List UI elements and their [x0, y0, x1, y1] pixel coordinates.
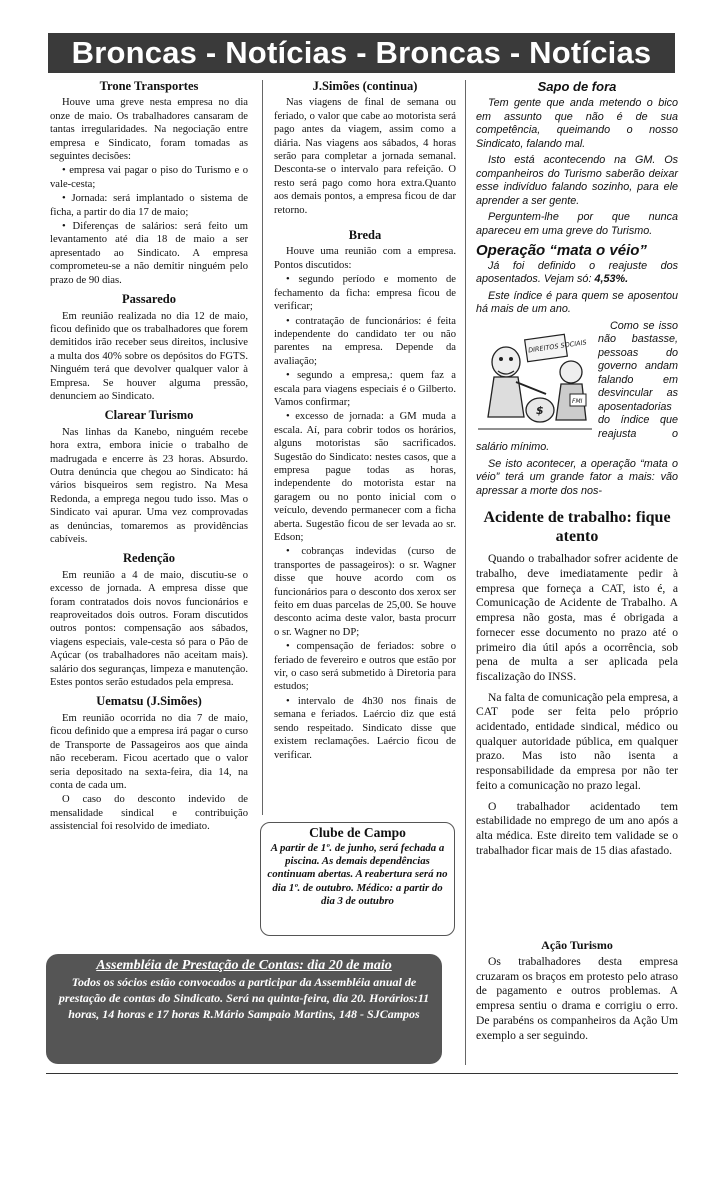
- redencao-text: Em reunião a 4 de maio, discutiu-se o excesso de jornada. A empresa disse que foram contratados dois novos funcionários e reaproveitados dois outros. Foram discutidos outros pontos: compensação aos sábados, viagens especiais, vale-cesta só para o Pão de Açúcar (os trabalhadores não aceitam mais). salário dos seguranças, limpeza e manutenção. Estes pontos serão estudados pela empresa.: [50, 569, 248, 689]
- jsimoes-text: Nas viagens de final de semana ou feriado, o valor que cabe ao motorista será pago antes da viagem, assim como a diária. Nas viagens aos sábados, 4 horas serão para completar a jornada semanal. Desconta-se o intervalo para refeição. O resto será pago como hora extra.Quanto aos demais pontos, a empresa ficou de dar retorno.: [274, 97, 456, 216]
- column-middle: [274, 78, 456, 762]
- clube-text: A partir de 1º. de junho, será fechada a piscina. As demais dependências continuam abertas. A reabertura será no dia 1º. de outubro. Médico: a partir do dia 3 de outubro: [267, 842, 448, 907]
- breda-title: Breda: [348, 228, 382, 243]
- uematsu-title: Uematsu (J.Simões): [96, 694, 202, 709]
- sapo-text: Tem gente que anda metendo o bico em assunto que não é de sua competência, queimando o nosso Sindicato, falando mal.: [476, 97, 678, 150]
- column-right: [476, 78, 678, 864]
- uematsu-text: O caso do desconto indevido de mensalidade sindical e contribuição assistencial foi resolvido de imediato.: [50, 794, 248, 833]
- breda-bullet: • intervalo de 4h30 nos finais de semana e feriados. Laércio diz que está sendo respeitado. Sindicato disse que existem reclamações. Laércio ficou de verificar.: [274, 695, 456, 761]
- column-divider: [465, 80, 466, 1065]
- acao-title: Ação Turismo: [541, 938, 613, 952]
- redencao-title: Redenção: [122, 551, 176, 566]
- breda-bullet: • compensação de feriados: sobre o feriado de fevereiro e outros que estão por vir, o caso será submetido à Diretoria para estudos;: [274, 641, 456, 693]
- sapo-text: Perguntem-lhe por que nunca apareceu em uma greve do Turismo.: [476, 211, 678, 237]
- breda-bullet: • segundo período e momento de fechamento da ficha: empresa ficou de verificar;: [274, 274, 456, 313]
- clarear-text: Nas linhas da Kanebo, ninguém recebe hora extra, embora inicie o trabalho de madrugada e encerre às 23 horas. Absurdo. Outra denúncia que chegou ao Sindicato: há vários bisqueiros sem registro. Na Mesa Redonda, a emprega negou tudo isso. Mas o Sindicato vai apurar. Uma vez comprovadas as denúncias, tomaremos as providências cabíveis.: [50, 426, 248, 545]
- clube-title: Clube de Campo: [309, 825, 406, 840]
- breda-bullet: • cobranças indevidas (curso de transportes de passageiros): o sr. Wagner disse que houve acordo com os funcionários para o desconto dos xerox ser feito em duas parcelas de 25,00. Se houve desconto acima deste valor, basta procurr o sr. Wagner no DP;: [274, 546, 456, 638]
- cartoon-illustration: [476, 322, 594, 432]
- page-banner: Broncas - Notícias - Broncas - Notícias: [48, 33, 675, 73]
- breda-intro: Houve uma reunião com a empresa. Pontos discutidos:: [274, 246, 456, 271]
- sapo-text: Isto está acontecendo na GM. Os companheiros do Turismo saberão deixar esse indivíduo falando sozinho, para ele aprender a ser gente.: [476, 154, 678, 207]
- operacao-text: Este índice é para quem se aposentou há mais de um ano.: [476, 289, 678, 316]
- breda-bullet: • segundo a empresa,: quem faz a escala para viagens especiais é o Gilberto. Vamos confirmar;: [274, 370, 456, 408]
- cartoon-money-text: $: [536, 403, 544, 417]
- column-divider: [262, 80, 263, 815]
- cartoon-fmi-text: FMI: [572, 397, 583, 405]
- cartoon-sign-text: DIREITOS SOCIAIS: [527, 338, 588, 355]
- acao-section: [476, 938, 678, 1044]
- acidente-title: Acidente de trabalho: fique atento: [483, 509, 671, 546]
- column-left: [50, 78, 248, 834]
- acidente-text: O trabalhador acidentado tem estabilidade no emprego de um ano após a alta médica. Este direito tem validade se o trabalhador ficar mais de 15 dias afastado.: [476, 799, 678, 857]
- uematsu-text: Em reunião ocorrida no dia 7 de maio, ficou definido que a empresa irá pagar o curso de Transporte de Passageiros aos que ainda não receberam. Ficou acertado que o valor seria depositado na sexta-feira, dia 14, na conta de cada um.: [50, 712, 248, 791]
- acidente-text: Na falta de comunicação pela empresa, a CAT pode ser feita pelo próprio acidentado, entidade sindical, médico ou qualquer autoridade pública, em qualquer prazo. Mas isto não isenta a responsabilidade da empresa por não ter feito a comunicação no prazo legal.: [476, 690, 678, 792]
- passaredo-text: Em reunião realizada no dia 12 de maio, ficou definido que os trabalhadores que forem demitidos irão receber seus direitos, inclusive a multa dos 40% sobre os depósitos do FGTS. Ninguém terá que devolver qualquer valor à Empresa. Se houver alguma pressão, denunciem ao Sindicato.: [50, 310, 248, 402]
- reajuste-value: 4,53%.: [594, 273, 629, 286]
- assembleia-text: Todos os sócios estão convocados a participar da Assembléia anual de prestação de contas do Sindicato. Será na quinta-feira, dia 20. Horários:11 horas, 14 horas e 17 horas R.Mário Sampaio Martins, 148 - SJCampos: [58, 975, 430, 1021]
- operacao-text-a: Já foi definido o reajuste dos aposentados. Vejam só:: [476, 259, 678, 286]
- trone-intro: Houve uma greve nesta empresa no dia onze de maio. Os trabalhadores cansaram de tantas irregularidades. Na negociação entre empresa e Sindicato, foram tomadas as seguintes decisões:: [50, 97, 248, 163]
- acidente-text: Quando o trabalhador sofrer acidente de trabalho, deve imediatamente pedir à empresa que forneça a CAT, isto é, a Comunicação de Acidente de Trabalho. A empresa não gosta, mas é obrigada a fornecer esse documento no prazo até o primeiro dia útil após a ocorrência, sob pena de multa a ser aplicada pela fiscalização do INSS.: [476, 552, 678, 683]
- breda-bullet: • excesso de jornada: a GM muda a escala. Aí, para cobrir todos os horários, alguns motoristas são sacrificados. Sugestão do Sindicato: nestes casos, que a empresa pague todas as horas, independente do motorista estar na garagem ou no ponto inicial com o veículo, devendo permanecer com a ficha aberta. Sugestão ficou de ser levada ao sr. Edson;: [274, 411, 456, 543]
- clube-box: [260, 822, 455, 936]
- clarear-title: Clarear Turismo: [104, 408, 194, 423]
- trone-bullet: • empresa vai pagar o piso do Turismo e o vale-cesta;: [50, 165, 248, 190]
- bottom-rule: [46, 1073, 678, 1074]
- acao-text: Os trabalhadores desta empresa cruzaram os braços em protesto pelo atraso de pagamento e outros problemas. A empresa sentiu o drama e corrigiu o erro. De parabéns os companheiros da Ação Um exemplo a ser seguindo.: [476, 954, 678, 1042]
- operacao-title: Operação “mata o véio”: [476, 242, 647, 260]
- sapo-title: Sapo de fora: [537, 79, 617, 94]
- passaredo-title: Passaredo: [122, 292, 176, 307]
- operacao-text: [476, 260, 678, 287]
- breda-bullet: • contratação de funcionários: é feita independente do candidato ter ou não parentes na empresa. Depende da avaliação;: [274, 315, 456, 367]
- jsimoes-title: J.Simões (continua): [312, 79, 418, 93]
- assembleia-box: [46, 954, 442, 1064]
- assembleia-title: Assembléia de Prestação de Contas: dia 20 de maio: [96, 958, 392, 973]
- trone-bullet: • Jornada: será implantado o sistema de ficha, a partir do dia 17 de maio;: [50, 193, 248, 218]
- trone-bullet: • Diferenças de salários: será feito um levantamento até dia 18 de maio a ser apresentado ao Sindicato. A empresa comprometeu-se a não demitir ninguém pelo prazo de 90 dias.: [50, 221, 248, 286]
- operacao-text: Como se isso não bastasse, pessoas do governo andam falando em desvincular as aposentadorias do índice que reajusta o salário mínimo.: [476, 319, 678, 454]
- trone-title: Trone Transportes: [99, 79, 199, 93]
- operacao-text: Se isto acontecer, a operação “mata o véio” terá um grande fator a mais: vão apressar a morte dos nos-: [476, 457, 678, 497]
